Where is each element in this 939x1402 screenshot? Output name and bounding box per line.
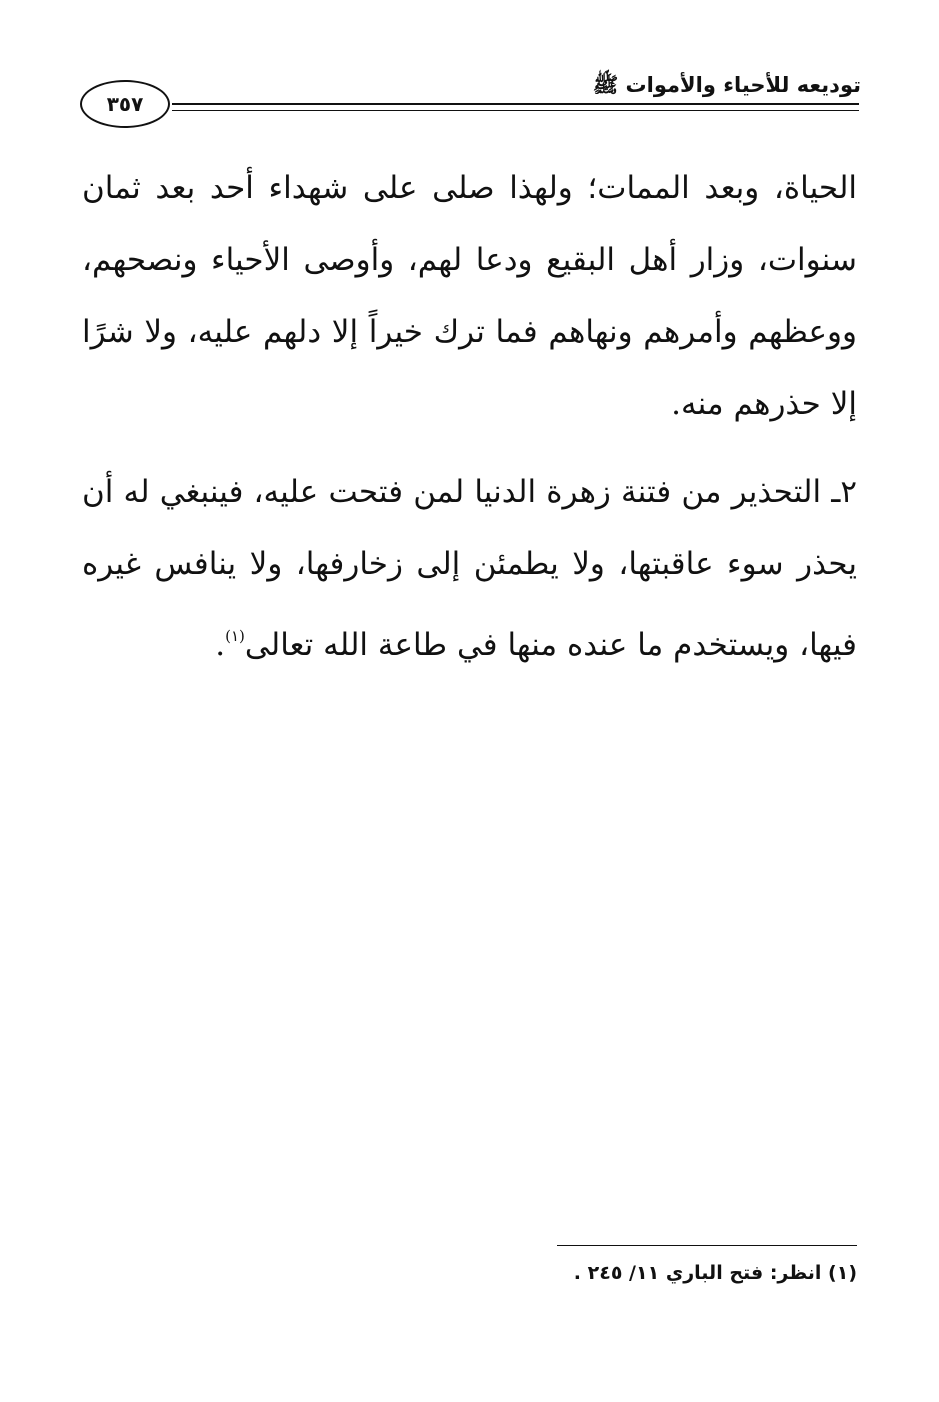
paragraph-2-text: ٢ـ التحذير من فتنة زهرة الدنيا لمن فتحت عليه، فينبغي له أن يحذر سوء عاقبتها، ولا يطمئن إلى زخارفها، ولا ينافس غيره فيها، ويستخدم ما عنده منها في طاعة الله تعالى — [82, 474, 857, 663]
paragraph-1 — [82, 152, 857, 440]
paragraph-2-end: . — [215, 627, 226, 663]
footnote-marker: (١) — [225, 627, 245, 645]
paragraph-2 — [82, 456, 857, 681]
paragraph-1-text: الحياة، وبعد الممات؛ ولهذا صلى على شهداء أحد بعد ثمان سنوات، وزار أهل البقيع ودعا لهم، وأوصى الأحياء ونصحهم، ووعظهم وأمرهم ونهاهم فما ترك خيراً إلا دلهم عليه، ولا شرًا إلا حذرهم منه. — [82, 170, 857, 422]
header-rule-thin — [172, 110, 859, 111]
footnote: (١) انظر: فتح الباري ١١/ ٢٤٥ . — [573, 1262, 857, 1284]
running-header-title: توديعه للأحياء والأموات ﷺ — [592, 73, 861, 97]
body-text — [82, 152, 857, 681]
footnote-separator — [557, 1245, 857, 1246]
page-number-oval — [80, 80, 170, 128]
header-rule-thick — [172, 103, 859, 105]
page-number: ٣٥٧ — [106, 92, 144, 116]
